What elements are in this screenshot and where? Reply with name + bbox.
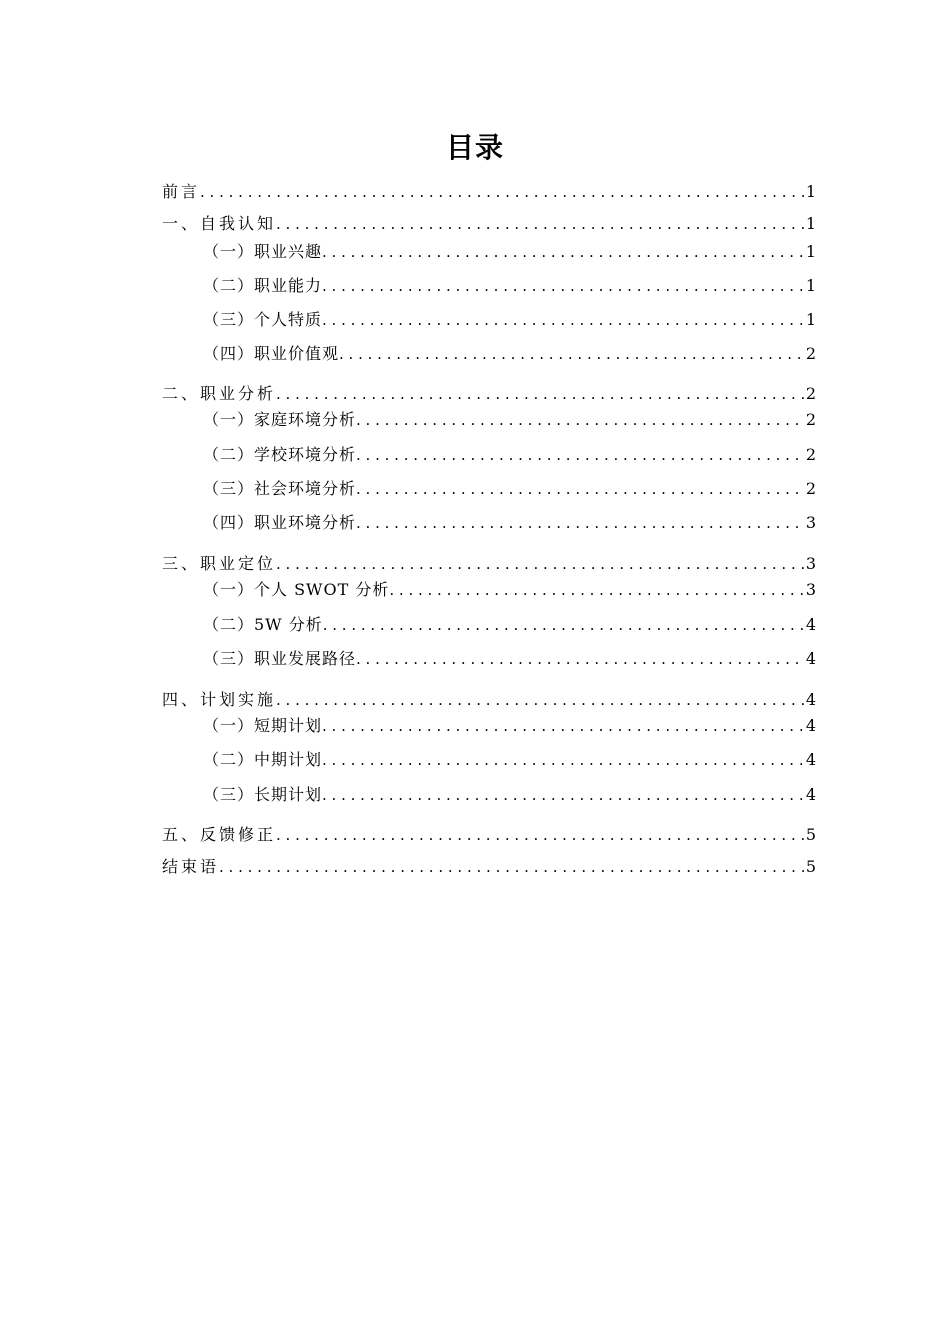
toc-entry[interactable] — [162, 688, 816, 712]
toc-entry-label: （一）个人 SWOT 分析 — [203, 580, 390, 599]
toc-entry-label: 五、反馈修正 — [162, 825, 277, 844]
toc-entry[interactable] — [162, 180, 816, 204]
toc-entry-label: 前言 — [162, 182, 201, 201]
toc-entry[interactable] — [203, 443, 816, 467]
toc-entry[interactable] — [203, 308, 816, 332]
toc-entry[interactable] — [162, 212, 816, 236]
toc-entry-page: 1 — [805, 310, 816, 329]
toc-entry-label: （二）职业能力 — [203, 276, 323, 295]
toc-entry-page: 1 — [805, 276, 816, 295]
toc-entry[interactable] — [203, 408, 816, 432]
toc-entry-page: 2 — [805, 384, 816, 403]
toc-entry-label: （三）个人特质 — [203, 310, 323, 329]
toc-entry[interactable] — [203, 647, 816, 671]
toc-entry-page: 2 — [805, 445, 816, 464]
toc-entry[interactable] — [203, 613, 816, 637]
toc-entry-page: 2 — [805, 479, 816, 498]
toc-leader-dots — [323, 613, 804, 637]
toc-entry-label: 三、职业定位 — [162, 554, 277, 573]
toc-leader-dots — [356, 443, 804, 467]
toc-leader-dots — [322, 308, 804, 332]
toc-entry-label: （二）5W 分析 — [203, 615, 323, 634]
toc-leader-dots — [356, 511, 804, 535]
toc-entry-page: 3 — [805, 580, 816, 599]
toc-entry[interactable] — [203, 578, 816, 602]
toc-entry-label: （一）短期计划 — [203, 716, 323, 735]
toc-entry-label: （三）社会环境分析 — [203, 479, 357, 498]
toc-leader-dots — [356, 647, 804, 671]
toc-entry[interactable] — [162, 382, 816, 406]
toc-entry[interactable] — [203, 748, 816, 772]
toc-entry-page: 2 — [805, 344, 816, 363]
toc-entry-page: 1 — [805, 214, 816, 233]
toc-leader-dots — [276, 823, 804, 847]
toc-leader-dots — [219, 855, 804, 879]
toc-leader-dots — [276, 382, 804, 406]
toc-entry-page: 3 — [805, 513, 816, 532]
toc-entry[interactable] — [203, 714, 816, 738]
toc-entry[interactable] — [162, 855, 816, 879]
toc-entry[interactable] — [162, 823, 816, 847]
toc-entry-page: 4 — [805, 615, 816, 634]
toc-leader-dots — [322, 783, 804, 807]
toc-entry[interactable] — [203, 274, 816, 298]
toc-leader-dots — [322, 748, 804, 772]
toc-entry[interactable] — [203, 240, 816, 264]
toc-leader-dots — [339, 342, 804, 366]
toc-entry-label: 二、职业分析 — [162, 384, 277, 403]
toc-leader-dots — [276, 688, 804, 712]
toc-entry-page: 3 — [805, 554, 816, 573]
toc-entry-page: 4 — [805, 649, 816, 668]
toc-entry[interactable] — [203, 783, 816, 807]
toc-leader-dots — [356, 408, 804, 432]
toc-entry-page: 5 — [805, 857, 816, 876]
toc-entry-label: （四）职业环境分析 — [203, 513, 357, 532]
toc-entry[interactable] — [203, 342, 816, 366]
toc-leader-dots — [356, 477, 804, 501]
toc-leader-dots — [389, 578, 803, 602]
toc-entry-label: 结束语 — [162, 857, 220, 876]
toc-entry[interactable] — [203, 477, 816, 501]
toc-entry-label: （二）学校环境分析 — [203, 445, 357, 464]
toc-entry-label: （一）家庭环境分析 — [203, 410, 357, 429]
toc-entry-page: 4 — [805, 750, 816, 769]
toc-leader-dots — [322, 240, 804, 264]
toc-entry-page: 1 — [805, 242, 816, 261]
toc-entry[interactable] — [162, 552, 816, 576]
toc-entry-page: 1 — [805, 182, 816, 201]
toc-entry-page: 4 — [805, 785, 816, 804]
toc-leader-dots — [322, 274, 804, 298]
toc-title: 目录 — [445, 131, 504, 164]
toc-entry-label: 一、自我认知 — [162, 214, 277, 233]
toc-entry-page: 4 — [805, 690, 816, 709]
toc-entry-label: （三）长期计划 — [203, 785, 323, 804]
toc-leader-dots — [276, 552, 804, 576]
toc-leader-dots — [200, 180, 804, 204]
toc-leader-dots — [276, 212, 804, 236]
toc-entry-label: （二）中期计划 — [203, 750, 323, 769]
toc-entry-label: 四、计划实施 — [162, 690, 277, 709]
toc-entry-label: （一）职业兴趣 — [203, 242, 323, 261]
toc-entry[interactable] — [203, 511, 816, 535]
toc-entry-label: （四）职业价值观 — [203, 344, 340, 363]
toc-leader-dots — [322, 714, 804, 738]
toc-entry-page: 2 — [805, 410, 816, 429]
toc-entry-page: 4 — [805, 716, 816, 735]
toc-entry-label: （三）职业发展路径 — [203, 649, 357, 668]
toc-entry-page: 5 — [805, 825, 816, 844]
